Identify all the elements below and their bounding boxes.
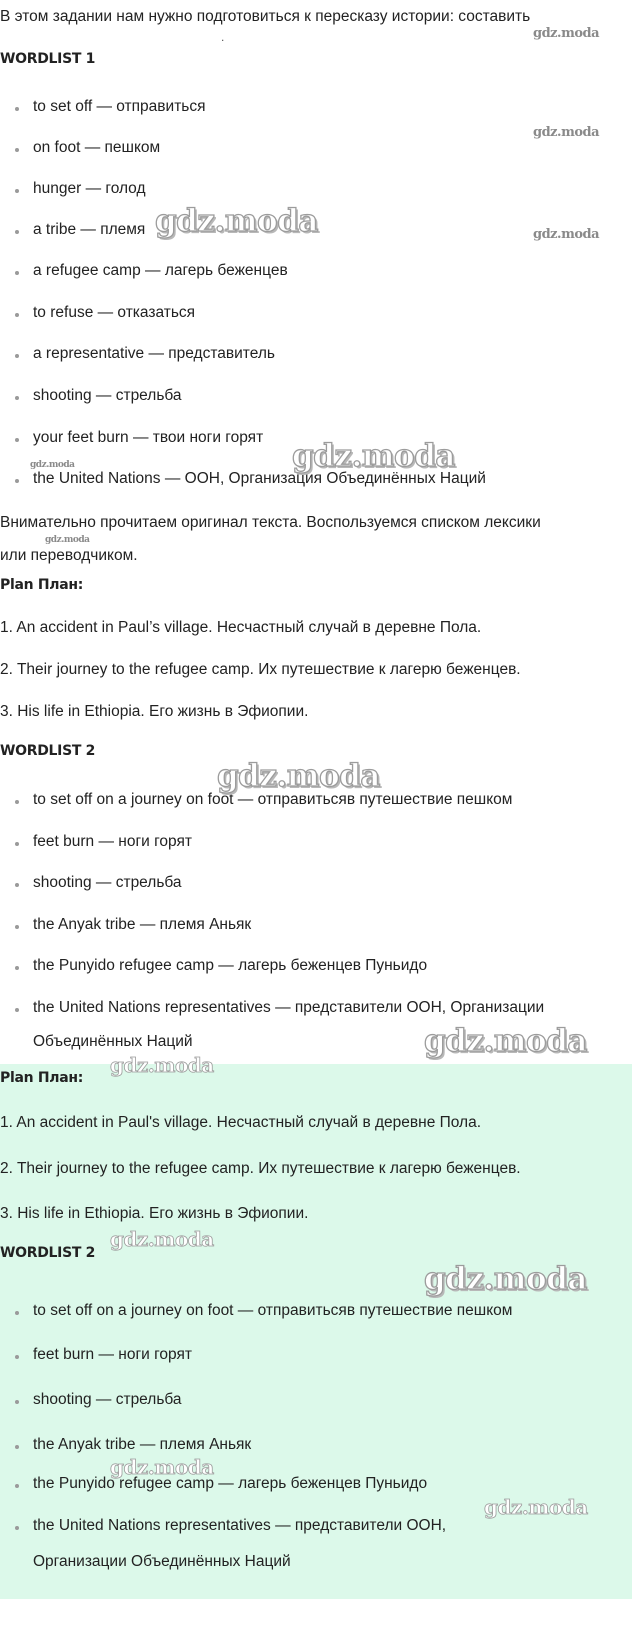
list-item-continuation: Объединённых Наций: [33, 1033, 193, 1050]
answer-wordlist-heading: WORDLIST 2: [0, 1245, 96, 1261]
answer-wordlist: [0, 1302, 512, 1579]
watermark-logo: gdz.moda: [484, 1495, 588, 1519]
list-item: shooting — стрельба: [0, 1391, 512, 1436]
wordlist2: [0, 791, 544, 1057]
answer-plan-item: 1. An accident in Paul's village. Несчастный случай в деревне Пола.: [0, 1114, 482, 1131]
watermark-logo: gdz.moda: [30, 460, 75, 470]
watermark-logo: gdz.moda: [533, 125, 600, 140]
wordlist1-heading: WORDLIST 1: [0, 51, 96, 67]
reading-note: Внимательно прочитаем оригинал текста. Воспользуемся списком лексики или переводчиком.: [0, 514, 541, 564]
intro-text: В этом задании нам нужно подготовиться к пересказу истории: составить: [0, 8, 531, 25]
answer-plan-item: 3. His life in Ethiopia. Его жизнь в Эфиопии.: [0, 1205, 309, 1222]
plan1-heading: Plan План:: [0, 577, 84, 593]
answer-plan-heading: Plan План:: [0, 1070, 84, 1086]
list-item: to refuse — отказаться: [0, 304, 486, 345]
intro-dot: .: [221, 30, 225, 44]
watermark-logo: gdz.moda: [424, 1023, 587, 1059]
plan1-item: 2. Their journey to the refugee camp. Их путешествие к лагерю беженцев.: [0, 661, 521, 678]
watermark-logo: gdz.moda: [533, 26, 600, 41]
list-item: a refugee camp — лагерь беженцев: [0, 262, 486, 304]
list-item: a representative — представитель: [0, 345, 486, 387]
plan1-item: 1. An accident in Paul’s village. Несчастный случай в деревне Пола.: [0, 619, 482, 636]
list-item: shooting — стрельба: [0, 874, 544, 916]
answer-plan-item: 2. Their journey to the refugee camp. Их путешествие к лагерю беженцев.: [0, 1160, 521, 1177]
watermark-logo: gdz.moda: [110, 1227, 214, 1251]
list-item: to set off on a journey on foot — отправитьсяв путешествие пешком: [0, 791, 544, 833]
watermark-logo: gdz.moda: [45, 535, 90, 545]
list-item: to set off on a journey on foot — отправитьсяв путешествие пешком: [0, 1302, 512, 1346]
list-item-continuation: Организации Объединённых Наций: [33, 1553, 291, 1570]
list-item: the United Nations representatives — представители ООН, Организации: [0, 999, 544, 1033]
list-item: shooting — стрельба: [0, 387, 486, 429]
list-item: feet burn — ноги горят: [0, 833, 544, 874]
list-item: the United Nations — ООН, Организация Объединённых Наций: [0, 470, 486, 500]
list-item: on foot — пешком: [0, 139, 486, 180]
list-item: a tribe — племя: [0, 221, 486, 262]
watermark-logo: gdz.moda: [217, 758, 380, 794]
watermark-logo: gdz.moda: [155, 203, 318, 239]
list-item: your feet burn — твои ноги горят: [0, 429, 486, 470]
list-item: feet burn — ноги горят: [0, 1346, 512, 1391]
wordlist2-heading: WORDLIST 2: [0, 743, 96, 759]
watermark-logo: gdz.moda: [110, 1455, 214, 1479]
list-item: to set off — отправиться: [0, 98, 486, 139]
list-item: the Punyido refugee camp — лагерь беженцев Пуньидо: [0, 957, 544, 999]
list-item: the Anyak tribe — племя Аньяк: [0, 1436, 512, 1475]
list-item: the United Nations representatives — представители ООН,: [0, 1517, 512, 1553]
watermark-logo: gdz.moda: [292, 438, 455, 474]
watermark-logo: gdz.moda: [110, 1053, 214, 1077]
list-item: the Anyak tribe — племя Аньяк: [0, 916, 544, 957]
watermark-logo: gdz.moda: [533, 227, 600, 242]
list-item: hunger — голод: [0, 180, 486, 221]
watermark-logo: gdz.moda: [424, 1261, 587, 1297]
list-item: the Punyido refugee camp — лагерь беженцев Пуньидо: [0, 1475, 512, 1517]
plan1-item: 3. His life in Ethiopia. Его жизнь в Эфиопии.: [0, 703, 309, 720]
